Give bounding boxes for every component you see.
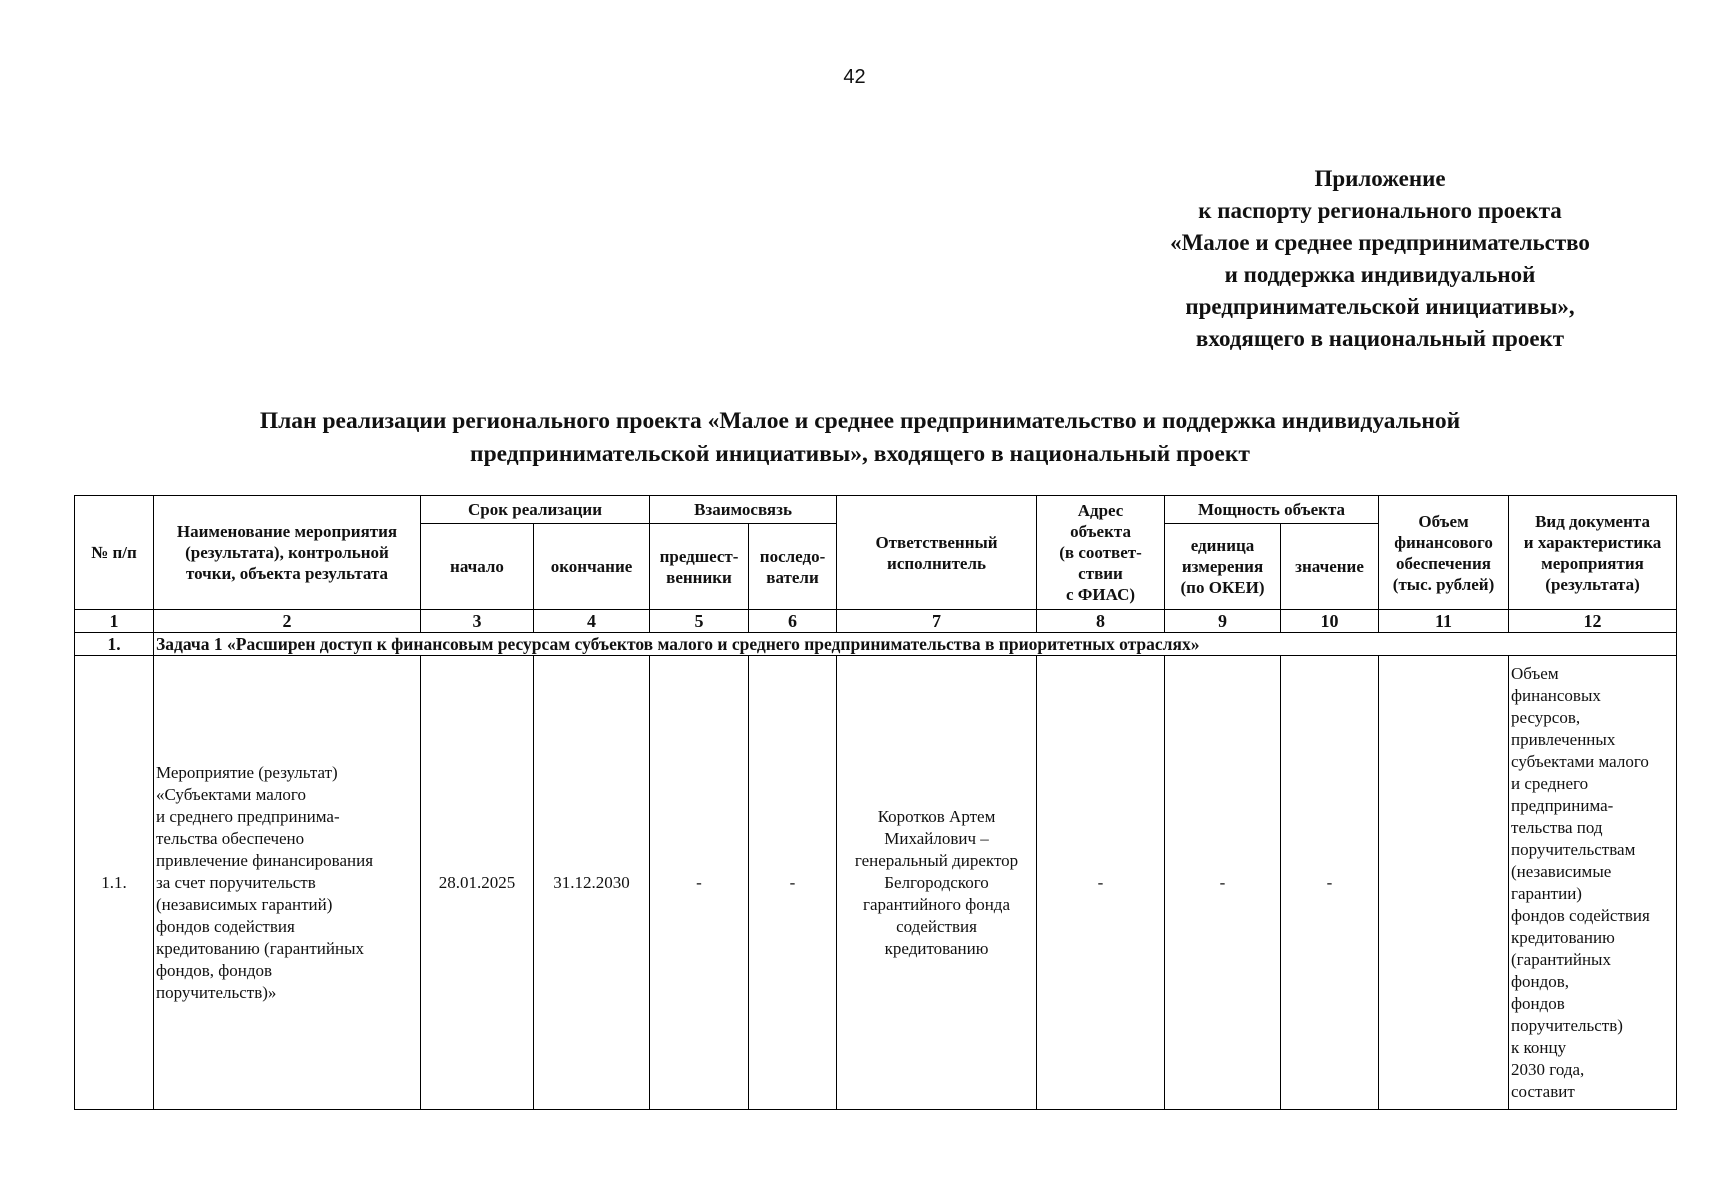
column-number: 1	[75, 610, 154, 633]
plan-title-line: План реализации регионального проекта «Малое и среднее предпринимательство и поддержка индивидуальной	[259, 408, 1461, 434]
row-responsible-line: содействия	[896, 916, 977, 936]
column-number: 7	[837, 610, 1037, 633]
header-finance-line: обеспечения	[1396, 553, 1491, 573]
row-predecessors: -	[650, 656, 749, 1110]
task-number: 1.	[75, 633, 154, 656]
row-doc-line: (независимые	[1511, 861, 1612, 881]
row-name-line: за счет поручительств	[156, 872, 316, 892]
header-finance-line: финансового	[1394, 532, 1493, 552]
header-name-line: Наименование мероприятия	[176, 522, 398, 541]
row-doc-line: фондов	[1511, 993, 1565, 1013]
row-name-line: (независимых гарантий)	[156, 894, 333, 914]
row-address: -	[1037, 656, 1165, 1110]
column-number: 8	[1037, 610, 1165, 633]
column-number: 12	[1509, 610, 1677, 633]
column-number: 9	[1165, 610, 1281, 633]
appendix-line: и поддержка индивидуальной	[1224, 262, 1536, 287]
row-doc-line: фондов,	[1511, 971, 1570, 991]
column-number: 2	[154, 610, 421, 633]
appendix-line: «Малое и среднее предпринимательство	[1170, 230, 1590, 255]
row-doc-line: Объем	[1511, 663, 1559, 683]
column-number-row	[75, 610, 1677, 633]
row-doc-line: (гарантийных	[1511, 949, 1611, 969]
header-address	[1037, 496, 1165, 610]
header-successors-line: ватели	[766, 567, 819, 587]
header-finance	[1379, 496, 1509, 610]
plan-table	[74, 495, 1677, 1110]
row-responsible-line: гарантийного фонда	[863, 894, 1011, 914]
row-name-line: Мероприятие (результат)	[156, 762, 338, 782]
header-predecessors-line: венники	[666, 567, 732, 587]
header-address-line: объекта	[1070, 522, 1131, 541]
row-value: -	[1281, 656, 1379, 1110]
header-address-line: с ФИАС)	[1066, 585, 1136, 604]
column-number: 10	[1281, 610, 1379, 633]
row-responsible-line: Михайлович –	[884, 828, 989, 848]
header-doc-type	[1509, 496, 1677, 610]
header-start: начало	[421, 524, 534, 610]
row-name-line: привлечение финансирования	[156, 850, 374, 870]
row-name-line: «Субъектами малого	[156, 784, 306, 804]
row-name-line: поручительств)»	[156, 982, 277, 1002]
row-successors: -	[749, 656, 837, 1110]
appendix-header	[1110, 163, 1650, 355]
row-responsible-line: Белгородского	[884, 872, 989, 892]
row-responsible-line: кредитованию	[884, 938, 989, 958]
row-responsible-line: Коротков Артем	[877, 806, 996, 826]
row-doc-line: финансовых	[1511, 685, 1601, 705]
header-capacity: Мощность объекта	[1165, 496, 1379, 524]
header-relation: Взаимосвязь	[650, 496, 837, 524]
row-doc-line: тельства под	[1511, 817, 1603, 837]
header-successors-line: последо-	[759, 546, 826, 566]
row-doc-line: поручительств)	[1511, 1015, 1623, 1035]
task-title: Задача 1 «Расширен доступ к финансовым ресурсам субъектов малого и среднего предпринимательства в приоритетных отраслях»	[154, 633, 1677, 656]
header-end: окончание	[534, 524, 650, 610]
header-period: Срок реализации	[421, 496, 650, 524]
plan-title-line: предпринимательской инициативы», входящего в национальный проект	[470, 441, 1250, 467]
row-doc-line: кредитованию	[1511, 927, 1615, 947]
table-row	[75, 656, 1677, 1110]
row-number: 1.1.	[75, 656, 154, 1110]
row-doc-line: субъектами малого	[1511, 751, 1649, 771]
header-unit-line: (по ОКЕИ)	[1180, 578, 1265, 597]
header-unit-line: единица	[1190, 536, 1255, 555]
header-responsible-line: Ответственный	[875, 532, 998, 552]
row-doc-line: предпринима-	[1511, 795, 1614, 815]
row-responsible-line: генеральный директор	[854, 850, 1019, 870]
appendix-line: Приложение	[1314, 166, 1446, 191]
row-name-line: фондов, фондов	[156, 960, 273, 980]
column-number: 11	[1379, 610, 1509, 633]
row-unit: -	[1165, 656, 1281, 1110]
row-doc-line: и среднего	[1511, 773, 1589, 793]
column-number: 6	[749, 610, 837, 633]
header-doc-type-line: и характеристика	[1523, 532, 1662, 552]
row-doc-line: фондов содействия	[1511, 905, 1650, 925]
column-number: 4	[534, 610, 650, 633]
header-name-line: точки, объекта результата	[185, 564, 389, 583]
appendix-line: к паспорту регионального проекта	[1198, 198, 1562, 223]
row-name-line: фондов содействия	[156, 916, 295, 936]
row-doc-line: составит	[1511, 1081, 1575, 1101]
row-doc-type	[1509, 656, 1677, 1110]
row-name	[154, 656, 421, 1110]
header-doc-type-line: мероприятия	[1541, 553, 1644, 573]
header-name	[154, 496, 421, 610]
header-responsible-line: исполнитель	[887, 553, 986, 573]
header-doc-type-line: Вид документа	[1535, 511, 1650, 531]
row-doc-line: 2030 года,	[1511, 1059, 1585, 1079]
row-finance	[1379, 656, 1509, 1110]
row-name-line: кредитованию (гарантийных	[156, 938, 364, 958]
header-value: значение	[1281, 524, 1379, 610]
plan-title	[90, 405, 1630, 471]
header-responsible	[837, 496, 1037, 610]
row-doc-line: привлеченных	[1511, 729, 1616, 749]
header-num: № п/п	[75, 496, 154, 610]
row-name-line: тельства обеспечено	[156, 828, 305, 848]
column-number: 3	[421, 610, 534, 633]
page-number: 42	[843, 66, 866, 88]
header-finance-line: (тыс. рублей)	[1392, 574, 1495, 594]
header-address-line: (в соответ-	[1059, 543, 1142, 562]
header-predecessors	[650, 524, 749, 610]
row-doc-line: гарантии)	[1511, 883, 1582, 903]
row-end-date: 31.12.2030	[534, 656, 650, 1110]
row-doc-line: поручительствам	[1511, 839, 1636, 859]
row-responsible	[837, 656, 1037, 1110]
column-number: 5	[650, 610, 749, 633]
header-finance-line: Объем	[1418, 511, 1469, 531]
row-doc-line: к концу	[1511, 1037, 1567, 1057]
row-name-line: и среднего предпринима-	[156, 806, 340, 826]
header-name-line: (результата), контрольной	[185, 543, 389, 562]
header-unit	[1165, 524, 1281, 610]
header-address-line: ствии	[1078, 564, 1123, 583]
header-predecessors-line: предшест-	[659, 546, 739, 566]
header-successors	[749, 524, 837, 610]
header-unit-line: измерения	[1181, 557, 1264, 576]
row-doc-line: ресурсов,	[1511, 707, 1581, 727]
task-row	[75, 633, 1677, 656]
row-start-date: 28.01.2025	[421, 656, 534, 1110]
header-address-line: Адрес	[1077, 501, 1124, 520]
header-doc-type-line: (результата)	[1545, 574, 1640, 594]
appendix-line: предпринимательской инициативы»,	[1185, 294, 1575, 319]
appendix-line: входящего в национальный проект	[1195, 326, 1565, 351]
